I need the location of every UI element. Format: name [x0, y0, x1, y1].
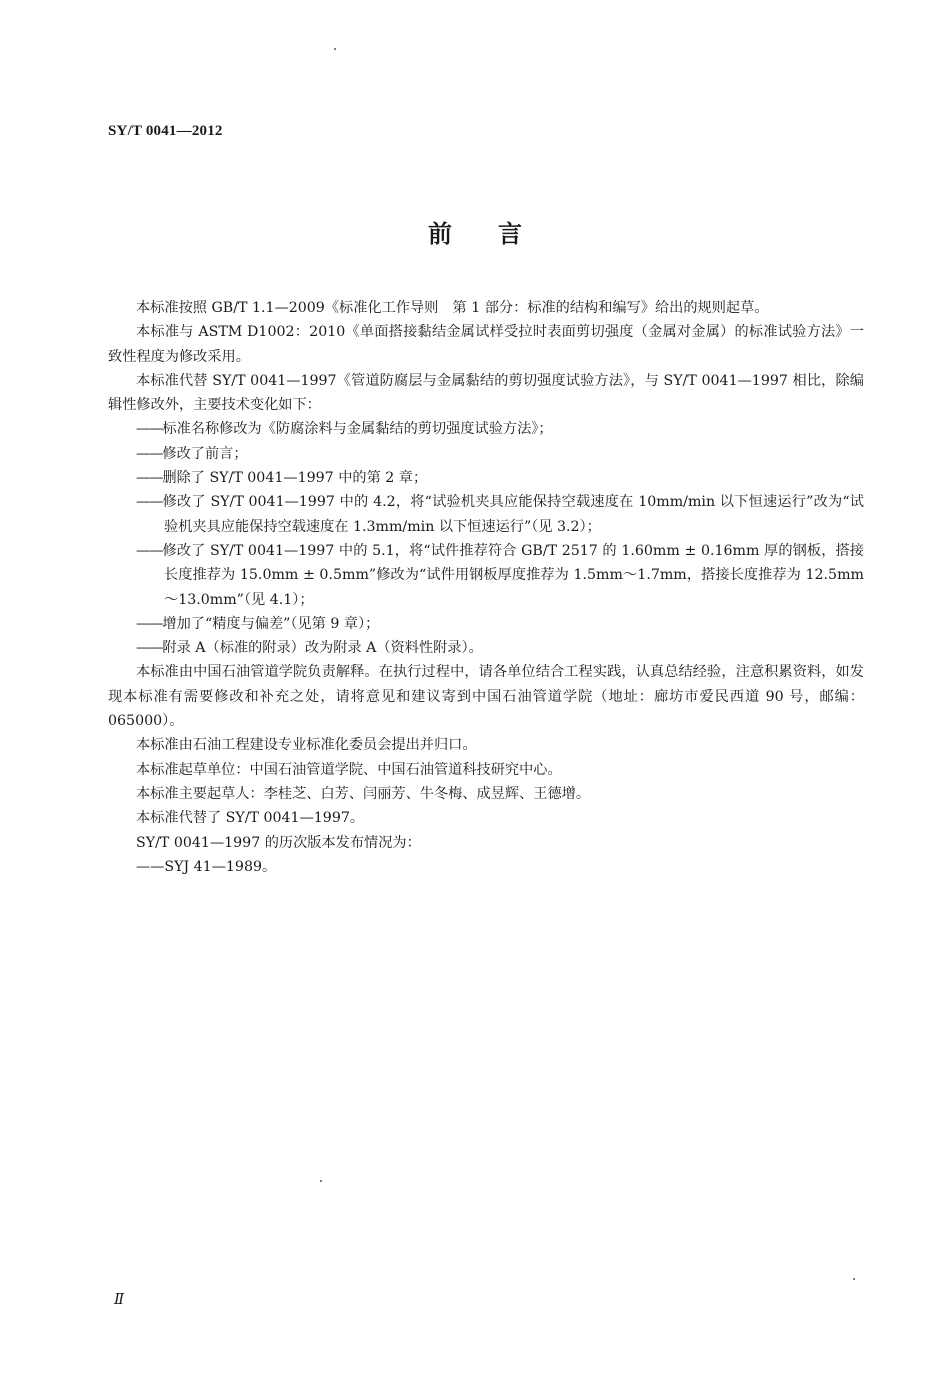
history-item	[108, 855, 864, 879]
change-item-text: 附录 A（标准的附录）改为附录 A（资料性附录）。	[162, 640, 483, 657]
change-item-text: 修改了 SY/T 0041—1997 中的 4.2，将“试验机夹具应能保持空载速度在 10mm/min 以下恒速运行”改为“试验机夹具应能保持空载速度在 1.3mm/min 以下恒速运行”（见 3.2）；	[162, 494, 864, 535]
change-item-text: 增加了“精度与偏差”（见第 9 章）；	[162, 615, 380, 632]
page-number: Ⅱ	[114, 1292, 125, 1308]
list-dash: ——	[136, 615, 163, 632]
change-item	[108, 612, 864, 636]
list-dash: ——	[136, 445, 163, 462]
list-dash: ——	[136, 858, 165, 875]
standard-code: SY/T 0041—2012	[108, 123, 223, 139]
change-item-text: 修改了 SY/T 0041—1997 中的 5.1，将“试件推荐符合 GB/T 2517 的 1.60mm ± 0.16mm 厚的钢板，搭接长度推荐为 15.0mm ± 0.5mm”修改为“试件用钢板厚度推荐为 1.5mm～1.7mm，搭接长度推荐为 12.5mm～13.0mm”（见 4.1）；	[162, 542, 864, 608]
change-item	[108, 490, 864, 539]
scan-speck	[334, 48, 336, 50]
scan-speck	[853, 1278, 855, 1280]
change-item	[108, 636, 864, 660]
paragraph: 本标准主要起草人：李桂芝、白芳、闫丽芳、牛冬梅、成昱辉、王德增。	[136, 785, 591, 802]
paragraph: 本标准代替了 SY/T 0041—1997。	[136, 810, 365, 827]
paragraph: 本标准代替 SY/T 0041—1997《管道防腐层与金属黏结的剪切强度试验方法》，与 SY/T 0041—1997 相比，除编辑性修改外，主要技术变化如下：	[108, 372, 864, 414]
change-item	[108, 417, 864, 441]
change-item	[108, 539, 864, 612]
history-item-text: SYJ 41—1989。	[164, 858, 277, 875]
paragraph: 本标准由中国石油管道学院负责解释。在执行过程中，请各单位结合工程实践，认真总结经验，注意积累资料，如发现本标准有需要修改和补充之处，请将意见和建议寄到中国石油管道学院（地址：廊坊市爱民西道 90 号，邮编：065000）。	[108, 664, 864, 730]
paragraph: 本标准按照 GB/T 1.1—2009《标准化工作导则 第 1 部分：标准的结构和编写》给出的规则起草。	[136, 300, 769, 316]
change-item-text: 删除了 SY/T 0041—1997 中的第 2 章；	[162, 470, 428, 487]
paragraph: 本标准由石油工程建设专业标准化委员会提出并归口。	[136, 737, 477, 754]
list-dash: ——	[136, 640, 163, 657]
preface-body	[108, 296, 864, 879]
list-dash: ——	[136, 421, 163, 438]
change-item	[108, 466, 864, 490]
change-item-text: 标准名称修改为《防腐涂料与金属黏结的剪切强度试验方法》；	[162, 421, 553, 438]
paragraph: 本标准起草单位：中国石油管道学院、中国石油管道科技研究中心。	[136, 761, 562, 778]
change-item-text: 修改了前言；	[162, 445, 248, 462]
scan-speck	[320, 1180, 322, 1182]
list-dash: ——	[136, 470, 163, 487]
list-dash: ——	[136, 542, 163, 559]
change-item	[108, 442, 864, 466]
paragraph: 本标准与 ASTM D1002：2010《单面搭接黏结金属试样受拉时表面剪切强度（金属对金属）的标准试验方法》一致性程度为修改采用。	[108, 324, 864, 365]
page-title: 前言	[428, 220, 568, 248]
paragraph: SY/T 0041—1997 的历次版本发布情况为：	[136, 834, 421, 851]
list-dash: ——	[136, 494, 163, 511]
